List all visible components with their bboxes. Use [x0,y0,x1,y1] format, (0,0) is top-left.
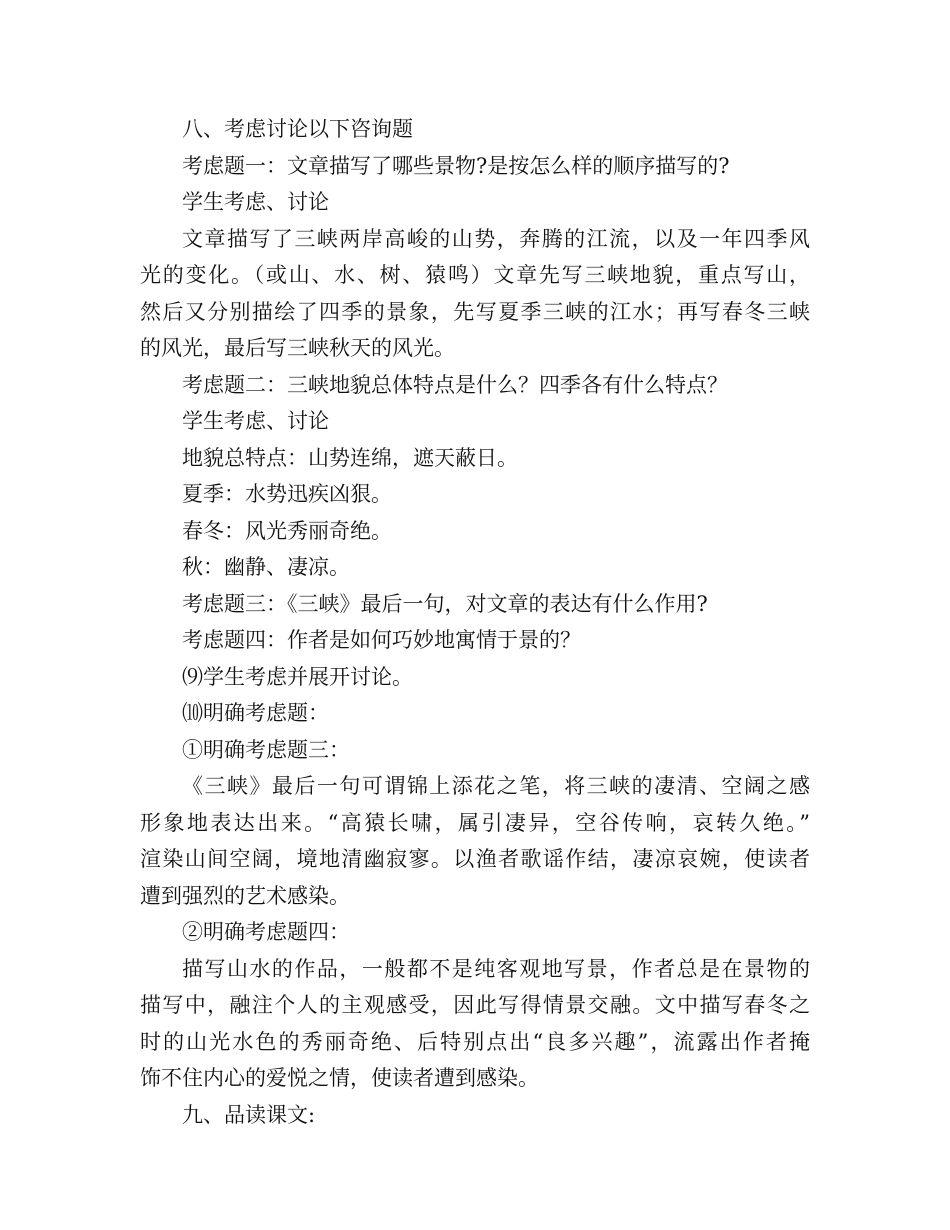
paragraph-line: 光的变化。（或山、水、树、猿鸣）文章先写三峡地貌，重点写山， [140,263,810,287]
paragraph-line: 饰不住内心的爱悦之情，使读者遭到感染。 [140,1066,539,1090]
paragraph-line: 文章描写了三峡两岸高峻的山势，奔腾的江流，以及一年四季风 [182,226,810,251]
summer-feature: 夏季：水势迅疾凶狠。 [182,482,392,506]
student-discussion-2: 学生考虑、讨论 [182,409,329,433]
question-3: 考虑题三：《三峡》最后一句，对文章的表达有什么作用? [182,591,708,616]
answer-3-paragraph [140,768,810,914]
paragraph-line: 然后又分别描绘了四季的景象，先写夏季三峡的江水；再写春冬三峡 [140,299,810,324]
heading-section-8: 八、考虑讨论以下咨询题 [182,117,413,141]
paragraph-line: 时的山光水色的秀丽奇绝、后特别点出“良多兴趣”，流露出作者掩 [140,1029,810,1054]
paragraph-line: 遭到强烈的艺术感染。 [140,883,350,908]
terrain-feature: 地貌总特点：山势连绵，遮天蔽日。 [182,445,518,470]
question-4: 考虑题四：作者是如何巧妙地寓情于景的？ [182,628,581,652]
spring-winter-feature: 春冬：风光秀丽奇绝。 [182,518,392,543]
step-10: ⑽明确考虑题： [182,701,329,725]
paragraph-line: 描写中，融注个人的主观感受，因此写得情景交融。文中描写春冬之 [140,993,810,1017]
question-1: 考虑题一：文章描写了哪些景物?是按怎么样的顺序描写的? [182,153,730,178]
answer-4-paragraph [140,951,810,1097]
heading-section-9: 九、品读课文: [182,1102,316,1127]
student-discussion-1: 学生考虑、讨论 [182,190,329,214]
paragraph-line: 《三峡》最后一句可谓锦上添花之笔，将三峡的凄清、空阔之感 [182,774,810,798]
paragraph-line: 描写山水的作品，一般都不是纯客观地写景，作者总是在景物的 [182,956,810,981]
question-2: 考虑题二：三峡地貌总体特点是什么？四季各有什么特点？ [182,372,728,397]
paragraph-line: 渲染山间空阔，境地清幽寂寥。以渔者歌谣作结，凄凉哀婉，使读者 [140,847,810,871]
answer-4-heading: ②明确考虑题四： [182,920,350,944]
step-9: ⑼学生考虑并展开讨论。 [182,664,413,689]
answer-3-heading: ①明确考虑题三： [182,737,350,762]
answer-1-paragraph [140,221,810,367]
autumn-feature: 秋：幽静、凄凉。 [182,555,350,579]
paragraph-line: 形象地表达出来。“高猿长啸，属引凄异，空谷传响，哀转久绝。” [140,810,810,835]
document-page [140,111,810,1133]
paragraph-line: 的风光，最后写三峡秋天的风光。 [140,336,455,360]
